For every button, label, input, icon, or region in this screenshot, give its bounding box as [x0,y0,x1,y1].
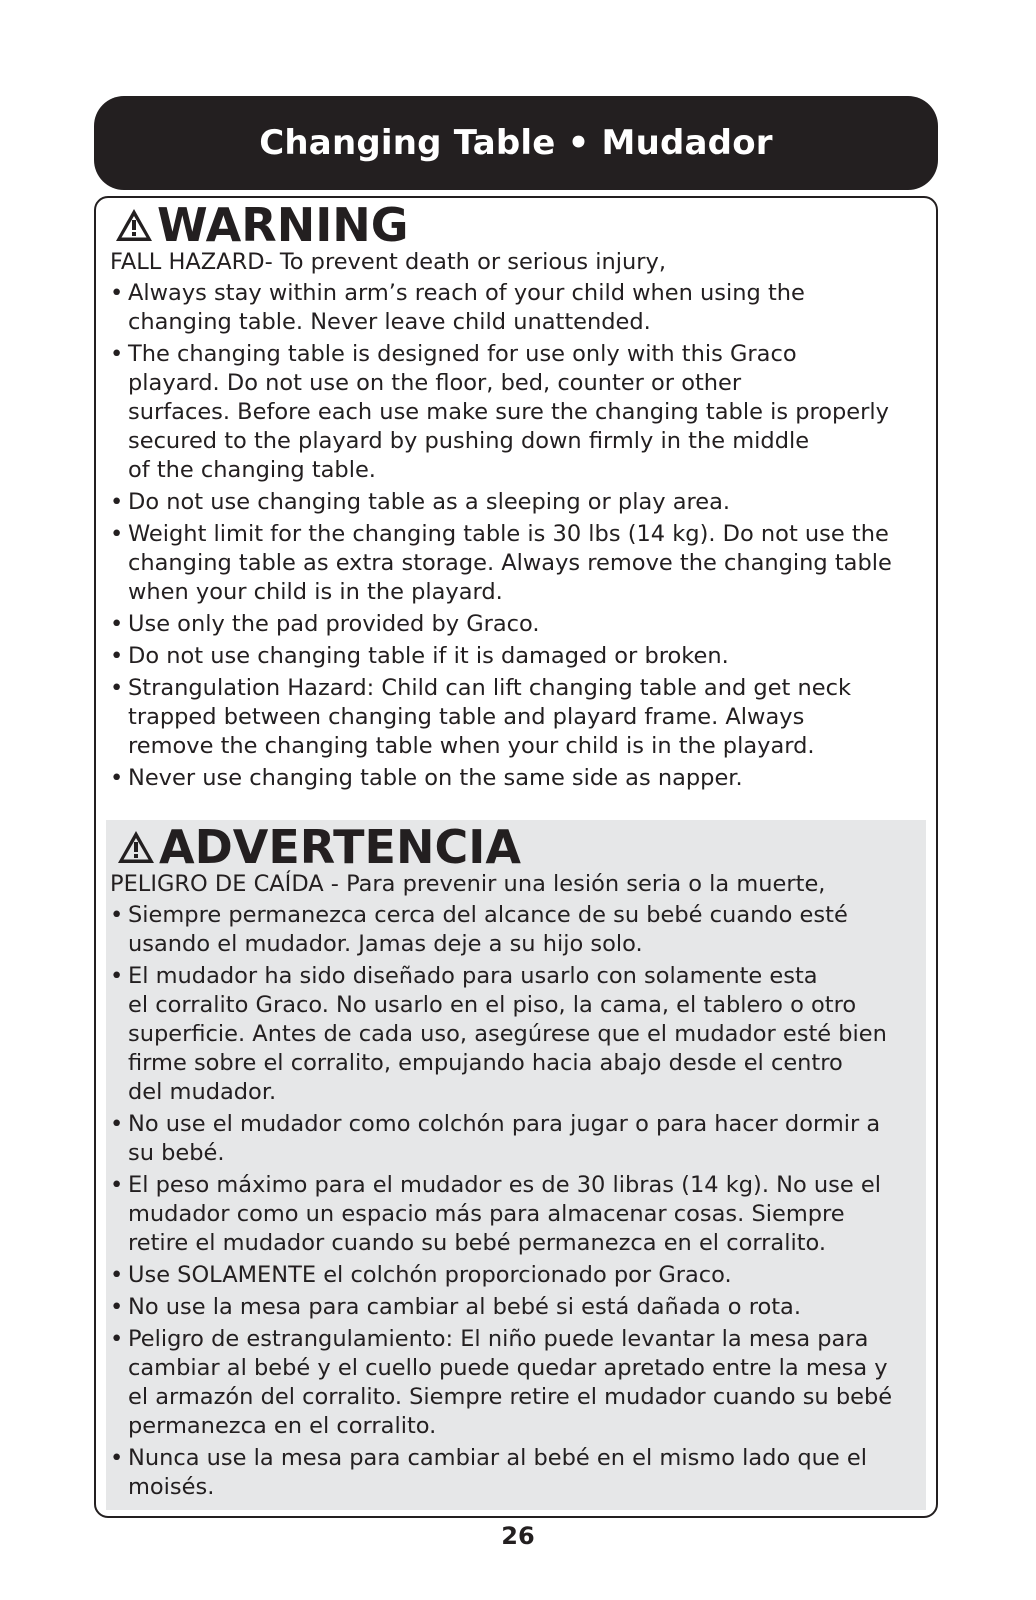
warning-intro: FALL HAZARD- To prevent death or serious injury, [110,249,666,275]
list-item: • Siempre permanezca cerca del alcance de su bebé cuando esté usando el mudador. Jamas deje a su hijo solo. [110,902,848,957]
list-item: • Do not use changing table if it is damaged or broken. [110,643,729,669]
warning-triangle-icon [114,207,154,243]
list-item: • Do not use changing table as a sleeping or play area. [110,489,731,515]
list-item: • The changing table is designed for use only with this Graco playard. Do not use on the floor, bed, counter or other surfaces. Before each use make sure the changing table is properly secured to the playard by pushing down firmly in the middle of the changing table. [110,341,889,483]
list-item: • No use el mudador como colchón para jugar o para hacer dormir a su bebé. [110,1111,881,1166]
list-item: • Peligro de estrangulamiento: El niño puede levantar la mesa para cambiar al bebé y el cuello puede quedar apretado entre la mesa y el armazón del corralito. Siempre retire el mudador cuando su bebé permanezca en el corralito. [110,1326,893,1439]
list-item: • Always stay within arm’s reach of your child when using the changing table. Never leave child unattended. [110,280,805,335]
warning-heading [114,198,409,252]
advertencia-list [110,901,922,1505]
list-item: • Strangulation Hazard: Child can lift changing table and get neck trapped between changing table and playard frame. Always remove the changing table when your child is in the playard. [110,675,852,759]
section-title: Changing Table • Mudador [259,123,773,163]
page-number: 26 [501,1522,535,1550]
warning-title: WARNING [157,198,409,252]
list-item: • Nunca use la mesa para cambiar al bebé en el mismo lado que el moisés. [110,1445,868,1500]
advertencia-intro: PELIGRO DE CAÍDA - Para prevenir una lesión seria o la muerte, [110,871,826,897]
list-item: • Weight limit for the changing table is 30 lbs (14 kg). Do not use the changing table as extra storage. Always remove the changing table when your child is in the playard. [110,521,892,605]
list-item: • Use SOLAMENTE el colchón proporcionado por Graco. [110,1262,732,1288]
list-item: • Use only the pad provided by Graco. [110,611,540,637]
warning-list [110,279,928,796]
list-item: • No use la mesa para cambiar al bebé si está dañada o rota. [110,1294,801,1320]
warning-triangle-icon [116,829,156,865]
warning-box [94,196,938,1518]
advertencia-heading [116,820,521,874]
list-item: • Never use changing table on the same side as napper. [110,765,743,791]
warning-spanish [106,820,926,1510]
list-item: • El mudador ha sido diseñado para usarlo con solamente esta el corralito Graco. No usarlo en el piso, la cama, el tablero o otro superficie. Antes de cada uso, asegúrese que el mudador esté bien firme sobre el corralito, empujando hacia abajo desde el centro del mudador. [110,963,887,1105]
warning-english [96,198,936,820]
advertencia-title: ADVERTENCIA [159,820,521,874]
section-header [94,96,938,190]
list-item: • El peso máximo para el mudador es de 30 libras (14 kg). No use el mudador como un espacio más para almacenar cosas. Siempre retire el mudador cuando su bebé permanezca en el corralito. [110,1172,881,1256]
